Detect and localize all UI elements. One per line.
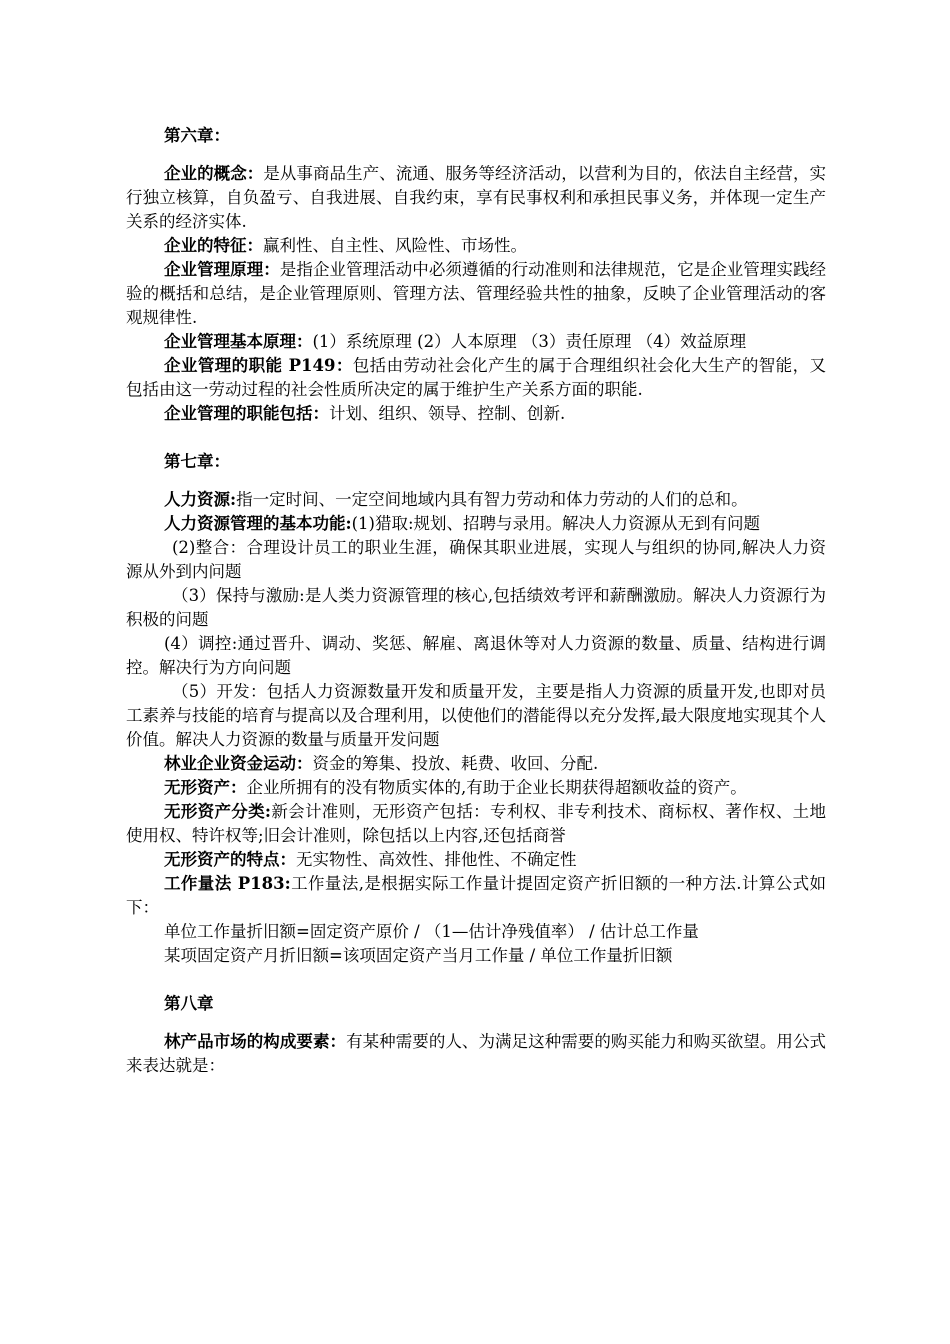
term: 企业的概念： <box>164 164 264 183</box>
definition: 新会计准则，无形资产包括：专利权、非专利技术、商标权、著作权、土地使用权、特许权等;旧会计准则，除包括以上内容,还包括商誉 <box>126 802 826 845</box>
paragraph-enterprise-concept <box>126 162 826 234</box>
definition: 是指企业管理活动中必须遵循的行动准则和法律规范，它是企业管理实践经验的概括和总结，是企业管理原则、管理方法、管理经验共性的抽象，反映了企业管理活动的客观规律性. <box>126 260 827 327</box>
definition: 工作量法,是根据实际工作量计提固定资产折旧额的一种方法.计算公式如下： <box>126 874 826 917</box>
formula-unit-depreciation: 单位工作量折旧额=固定资产原价 / （1—估计净残值率） / 估计总工作量 <box>164 922 699 941</box>
definition: 企业所拥有的没有物质实体的,有助于企业长期获得超额收益的资产。 <box>246 778 747 797</box>
paragraph-intangible-features <box>126 848 826 872</box>
definition: 资金的筹集、投放、耗费、收回、分配. <box>312 754 599 773</box>
paragraph-hr-motivation: （3）保持与激励:是人类力资源管理的核心,包括绩效考评和薪酬激励。解决人力资源行为积极的问题 <box>126 586 826 629</box>
paragraph-enterprise-features <box>126 234 826 258</box>
term: 工作量法 P183: <box>164 874 291 893</box>
paragraph-hr-functions <box>126 512 826 536</box>
definition: 赢利性、自主性、风险性、市场性。 <box>263 236 527 255</box>
term: 企业管理的职能包括： <box>164 404 329 423</box>
paragraph-workload-method <box>126 872 826 920</box>
paragraph-intangible-assets <box>126 776 826 800</box>
formula-monthly-depreciation: 某项固定资产月折旧额=该项固定资产当月工作量 / 单位工作量折旧额 <box>164 946 673 965</box>
chapter-6-heading: 第六章： <box>164 126 230 145</box>
definition: 计划、组织、领导、控制、创新. <box>329 404 566 423</box>
paragraph-human-resources <box>126 488 826 512</box>
paragraph-hr-development: （5）开发：包括人力资源数量开发和质量开发，主要是指人力资源的质量开发,也即对员工素养与技能的培育与提高以及合理利用，以使他们的潜能得以充分发挥,最大限度地实现其个人价值。解决人力资源的数量与质量开发问题 <box>126 682 826 749</box>
definition: 包括由劳动社会化产生的属于合理组织社会化大生产的智能，又包括由这一劳动过程的社会性质所决定的属于维护生产关系方面的职能. <box>126 356 827 399</box>
paragraph-hr-control: (4）调控:通过晋升、调动、奖惩、解雇、离退休等对人力资源的数量、质量、结构进行调控。解决行为方向问题 <box>126 634 826 677</box>
term: 企业管理原理： <box>164 260 280 279</box>
term: 人力资源管理的基本功能: <box>164 514 352 533</box>
term: 林业企业资金运动： <box>164 754 313 773</box>
term: 无形资产分类: <box>164 802 271 821</box>
paragraph-hr-integration: (2)整合：合理设计员工的职业生涯，确保其职业进展，实现人与组织的协同,解决人力资源从外到内问题 <box>126 538 826 581</box>
chapter-7-heading: 第七章： <box>164 452 230 471</box>
definition: (1）系统原理 (2）人本原理 （3）责任原理 （4）效益原理 <box>312 332 747 351</box>
paragraph-management-principle <box>126 258 826 330</box>
term: 企业管理的职能 P149： <box>164 356 353 375</box>
paragraph-management-functions <box>126 354 826 402</box>
term: 林产品市场的构成要素： <box>164 1032 347 1051</box>
paragraph-market-elements <box>126 1030 826 1078</box>
term: 无形资产的特点： <box>164 850 296 869</box>
term: 企业管理基本原理： <box>164 332 313 351</box>
definition: 无实物性、高效性、排他性、不确定性 <box>296 850 577 869</box>
definition: (1)猎取:规划、招聘与录用。解决人力资源从无到有问题 <box>351 514 761 533</box>
paragraph-basic-principles <box>126 330 826 354</box>
term: 无形资产： <box>164 778 247 797</box>
document-body <box>126 124 826 1078</box>
definition: 有某种需要的人、为满足这种需要的购买能力和购买欲望。用公式来表达就是： <box>126 1032 827 1075</box>
definition: 指一定时间、一定空间地域内具有智力劳动和体力劳动的人们的总和。 <box>236 490 748 509</box>
paragraph-capital-movement <box>126 752 826 776</box>
paragraph-functions-include <box>126 402 826 426</box>
term: 人力资源: <box>164 490 237 509</box>
paragraph-intangible-classification <box>126 800 826 848</box>
term: 企业的特征： <box>164 236 263 255</box>
chapter-8-heading: 第八章 <box>164 994 214 1013</box>
definition: 是从事商品生产、流通、服务等经济活动，以营利为目的，依法自主经营，实行独立核算，自负盈亏、自我进展、自我约束，享有民事权利和承担民事义务，并体现一定生产关系的经济实体. <box>126 164 827 231</box>
